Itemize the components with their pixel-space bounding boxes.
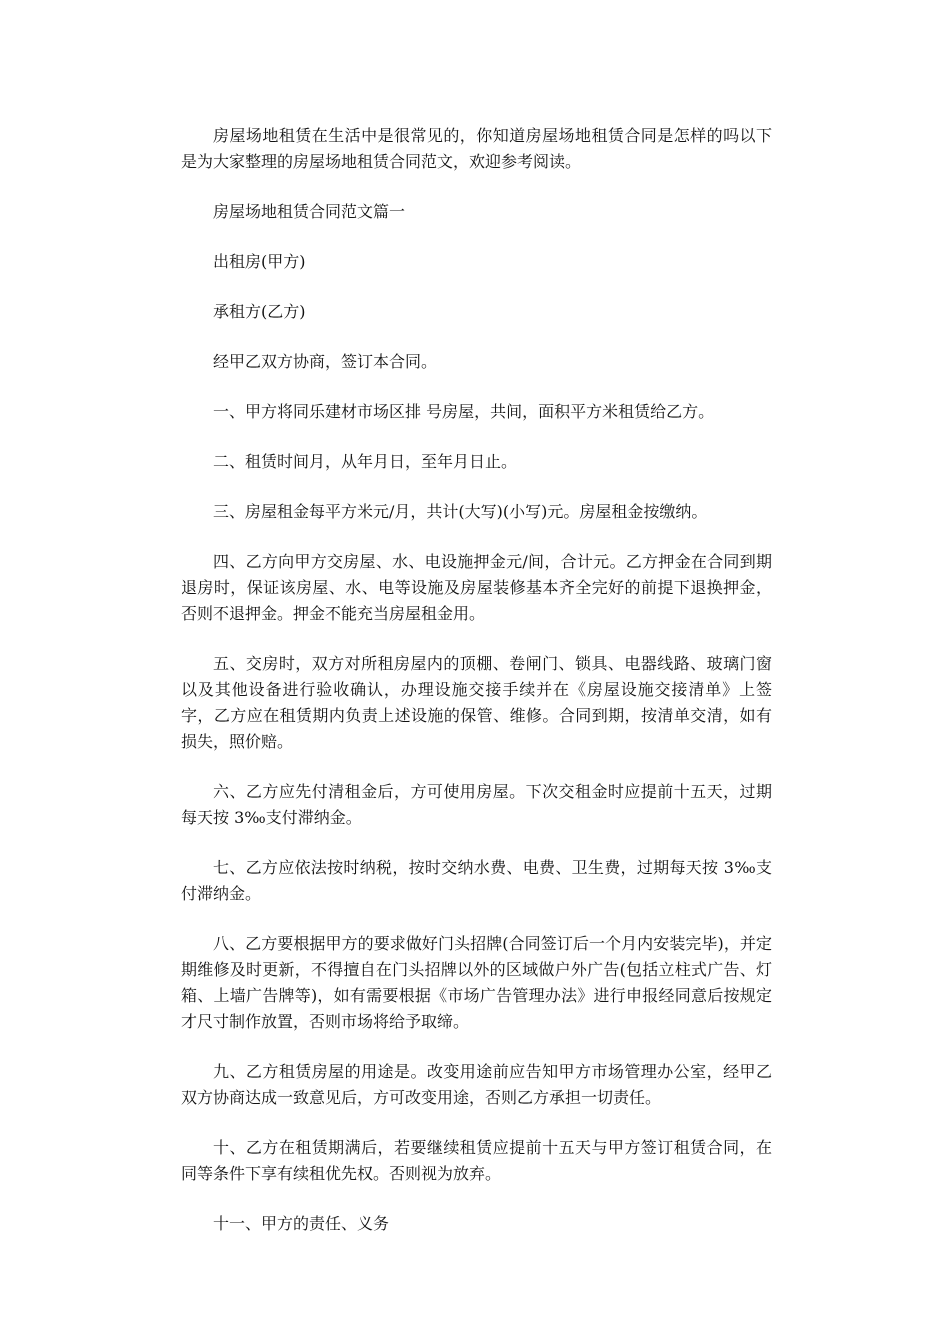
clause-10: 十、乙方在租赁期满后，若要继续租赁应提前十五天与甲方签订租赁合同，在同等条件下享有续租优先权。否则视为放弃。 — [181, 1138, 772, 1183]
clause-1: 一、甲方将同乐建材市场区排 号房屋，共间，面积平方米租赁给乙方。 — [213, 402, 715, 421]
document-body — [181, 123, 772, 1261]
clause-2: 二、租赁时间月，从年月日，至年月日止。 — [213, 452, 518, 471]
clause-4: 四、乙方向甲方交房屋、水、电设施押金元/间，合计元。乙方押金在合同到期退房时，保证该房屋、水、电等设施及房屋装修基本齐全完好的前提下退换押金，否则不退押金。押金不能充当房屋租金用。 — [181, 552, 772, 623]
clause-8: 八、乙方要根据甲方的要求做好门头招牌(合同签订后一个月内安装完毕)，并定期维修及时更新，不得擅自在门头招牌以外的区域做户外广告(包括立柱式广告、灯箱、上墙广告牌等)，如有需要根据《市场广告管理办法》进行申报经同意后按规定才尺寸制作放置，否则市场将给予取缔。 — [181, 934, 772, 1031]
clause-6: 六、乙方应先付清租金后，方可使用房屋。下次交租金时应提前十五天，过期每天按 3‰支付滞纳金。 — [181, 782, 772, 827]
clause-3: 三、房屋租金每平方米元/月，共计(大写)(小写)元。房屋租金按缴纳。 — [213, 502, 708, 521]
clause-11-heading: 十一、甲方的责任、义务 — [213, 1214, 390, 1233]
lessor-line: 出租房(甲方) — [213, 252, 306, 271]
clause-9: 九、乙方租赁房屋的用途是。改变用途前应告知甲方市场管理办公室，经甲乙双方协商达成一致意见后，方可改变用途，否则乙方承担一切责任。 — [181, 1062, 772, 1107]
intro-paragraph: 房屋场地租赁在生活中是很常见的，你知道房屋场地租赁合同是怎样的吗以下是为大家整理的房屋场地租赁合同范文，欢迎参考阅读。 — [181, 126, 772, 171]
contract-heading: 房屋场地租赁合同范文篇一 — [213, 202, 406, 221]
clause-7: 七、乙方应依法按时纳税，按时交纳水费、电费、卫生费，过期每天按 3‰支付滞纳金。 — [181, 858, 772, 903]
clause-5: 五、交房时，双方对所租房屋内的顶棚、卷闸门、锁具、电器线路、玻璃门窗以及其他设备进行验收确认，办理设施交接手续并在《房屋设施交接清单》上签字，乙方应在租赁期内负责上述设施的保管、维修。合同到期，按清单交清，如有损失，照价赔。 — [181, 654, 772, 751]
agreement-statement: 经甲乙双方协商，签订本合同。 — [213, 352, 438, 371]
lessee-line: 承租方(乙方) — [213, 302, 306, 321]
